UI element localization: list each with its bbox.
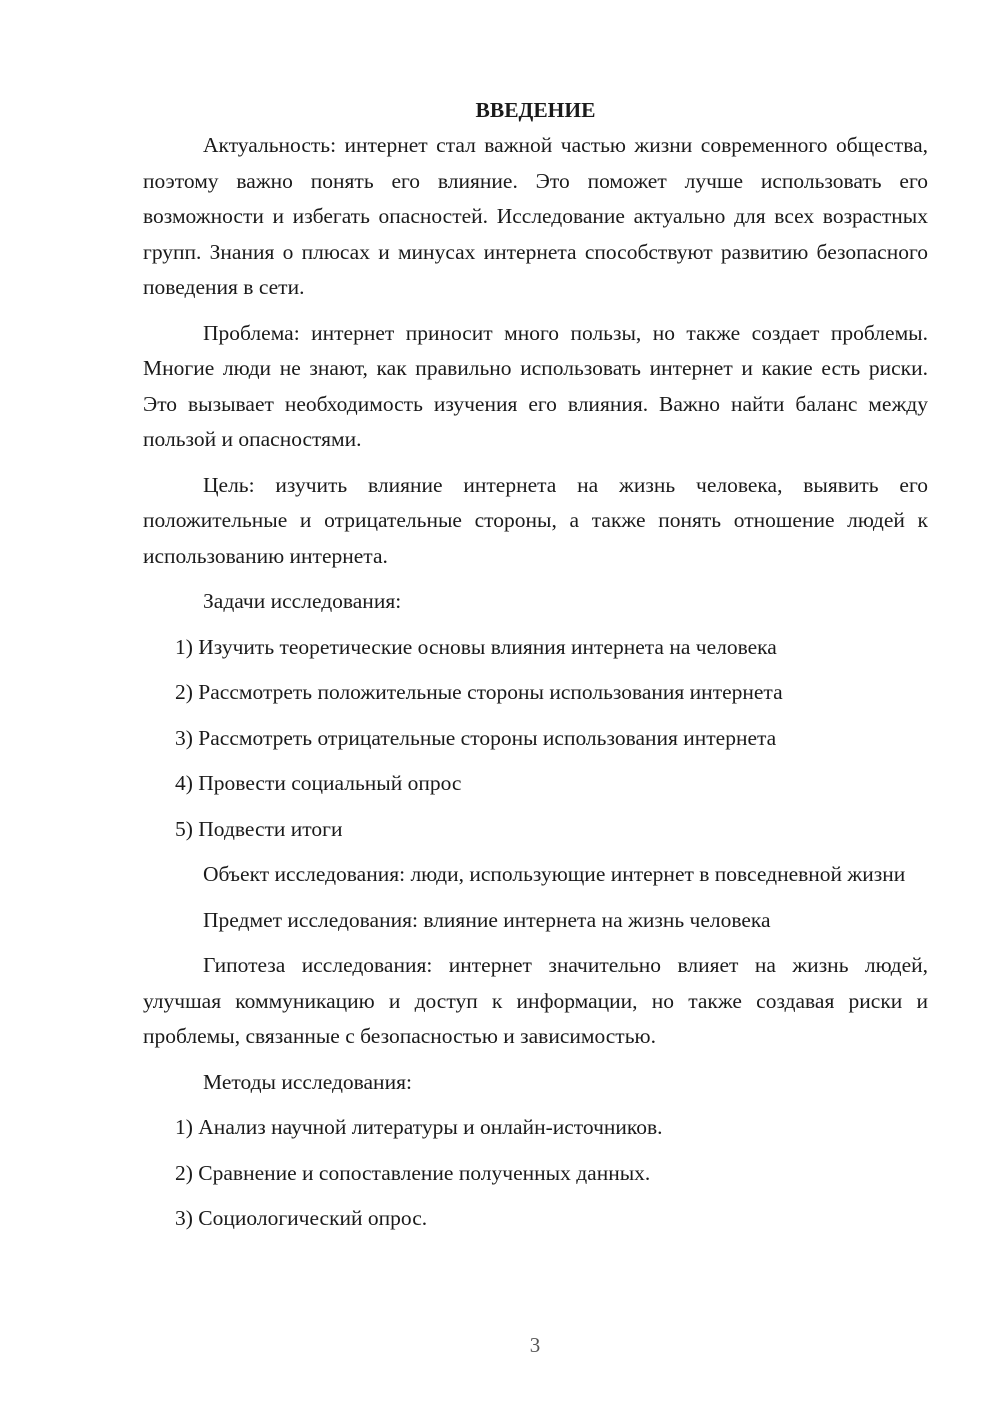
tasks-list (143, 630, 928, 848)
hypothesis-paragraph: Гипотеза исследования: интернет значительно влияет на жизнь людей, улучшая коммуникацию и доступ к информации, но также создавая риски и проблемы, связанные с безопасностью и зависимостью. (143, 953, 928, 1048)
list-item: 3) Социологический опрос. (175, 1206, 428, 1230)
list-item: 4) Провести социальный опрос (175, 771, 462, 795)
list-item: 1) Изучить теоретические основы влияния интернета на человека (175, 634, 777, 659)
list-item: 3) Рассмотреть отрицательные стороны использования интернета (175, 725, 777, 750)
page-title: ВВЕДЕНИЕ (475, 98, 596, 122)
page-number: 3 (529, 1333, 541, 1357)
tasks-heading: Задачи исследования: (203, 589, 402, 613)
methods-list (143, 1110, 928, 1237)
list-item: 5) Подвести итоги (175, 816, 343, 841)
object-paragraph: Объект исследования: люди, использующие интернет в повседневной жизни (203, 862, 906, 886)
relevance-paragraph: Актуальность: интернет стал важной частью жизни современного общества, поэтому важно понять его влияние. Это поможет лучше использовать его возможности и избегать опасностей. Исследование актуально для всех возрастных групп. Знания о плюсах и минусах интернета способствуют развитию безопасного поведения в сети. (143, 133, 928, 299)
subject-paragraph: Предмет исследования: влияние интернета на жизнь человека (203, 907, 771, 932)
problem-paragraph: Проблема: интернет приносит много пользы, но также создает проблемы. Многие люди не знают, как правильно использовать интернет и какие есть риски. Это вызывает необходимость изучения его влияния. Важно найти баланс между пользой и опасностями. (143, 320, 928, 451)
list-item: 2) Рассмотреть положительные стороны использования интернета (175, 680, 783, 704)
list-item: 1) Анализ научной литературы и онлайн-источников. (175, 1115, 663, 1139)
list-item: 2) Сравнение и сопоставление полученных данных. (175, 1160, 651, 1185)
goal-paragraph: Цель: изучить влияние интернета на жизнь человека, выявить его положительные и отрицательные стороны, а также понять отношение людей к использованию интернета. (143, 472, 928, 568)
page-content (143, 92, 928, 1237)
methods-heading: Методы исследования: (203, 1069, 412, 1094)
